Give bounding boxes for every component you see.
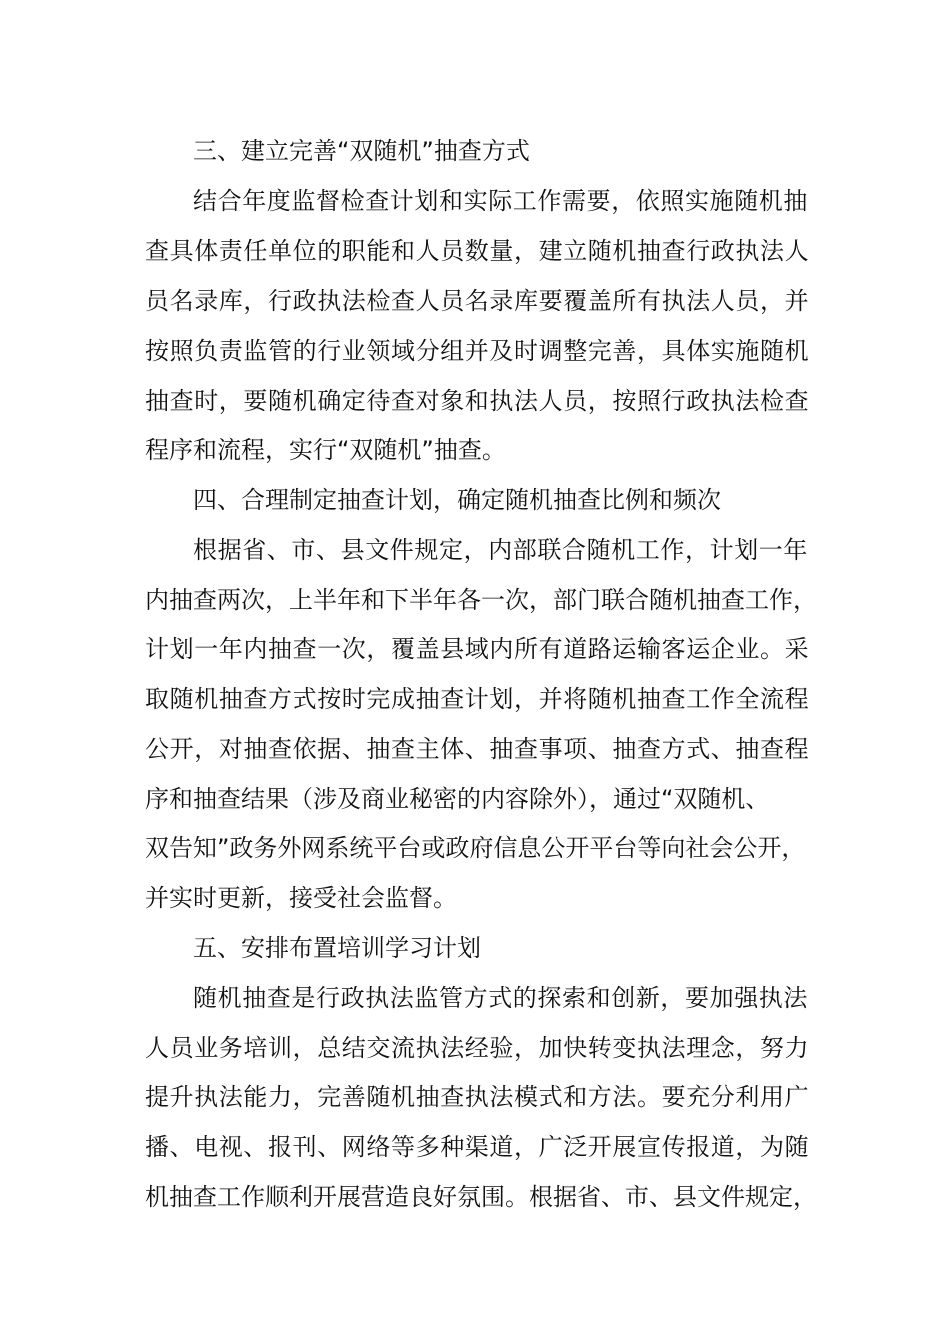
paragraph-line: 抽查时，要随机确定待查对象和执法人员，按照行政执法检查	[145, 387, 810, 415]
section-heading-4: 四、合理制定抽查计划，确定随机抽查比例和频次	[193, 486, 721, 514]
paragraph-line: 双告知”政务外网系统平台或政府信息公开平台等向社会公开，	[145, 834, 806, 862]
paragraph-line: 人员业务培训，总结交流执法经验，加快转变执法理念，努力	[145, 1034, 810, 1062]
paragraph-line: 并实时更新，接受社会监督。	[145, 884, 457, 912]
paragraph-line: 计划一年内抽查一次，覆盖县域内所有道路运输客运企业。采	[145, 635, 810, 663]
paragraph-line: 根据省、市、县文件规定，内部联合随机工作，计划一年	[193, 536, 808, 564]
paragraph-line: 按照负责监管的行业领域分组并及时调整完善，具体实施随机	[145, 337, 810, 365]
paragraph-line: 提升执法能力，完善随机抽查执法模式和方法。要充分利用广	[145, 1083, 810, 1111]
paragraph-line: 播、电视、报刊、网络等多种渠道，广泛开展宣传报道，为随	[145, 1133, 810, 1161]
paragraph-line: 机抽查工作顺利开展营造良好氛围。根据省、市、县文件规定，	[145, 1183, 817, 1211]
paragraph-line: 序和抽查结果（涉及商业秘密的内容除外），通过“双随机、	[145, 785, 770, 813]
section-heading-3: 三、建立完善“双随机”抽查方式	[193, 137, 530, 165]
paragraph-line: 程序和流程，实行“双随机”抽查。	[145, 436, 506, 464]
paragraph-line: 取随机抽查方式按时完成抽查计划，并将随机抽查工作全流程	[145, 685, 810, 713]
paragraph-line: 查具体责任单位的职能和人员数量，建立随机抽查行政执法人	[145, 237, 810, 265]
paragraph-line: 结合年度监督检查计划和实际工作需要，依照实施随机抽	[193, 187, 808, 215]
paragraph-line: 公开，对抽查依据、抽查主体、抽查事项、抽查方式、抽查程	[145, 735, 810, 763]
paragraph-line: 员名录库，行政执法检查人员名录库要覆盖所有执法人员，并	[145, 287, 810, 315]
paragraph-line: 内抽查两次，上半年和下半年各一次，部门联合随机抽查工作，	[145, 586, 817, 614]
section-heading-5: 五、安排布置培训学习计划	[193, 934, 481, 962]
paragraph-line: 随机抽查是行政执法监管方式的探索和创新，要加强执法	[193, 984, 808, 1012]
